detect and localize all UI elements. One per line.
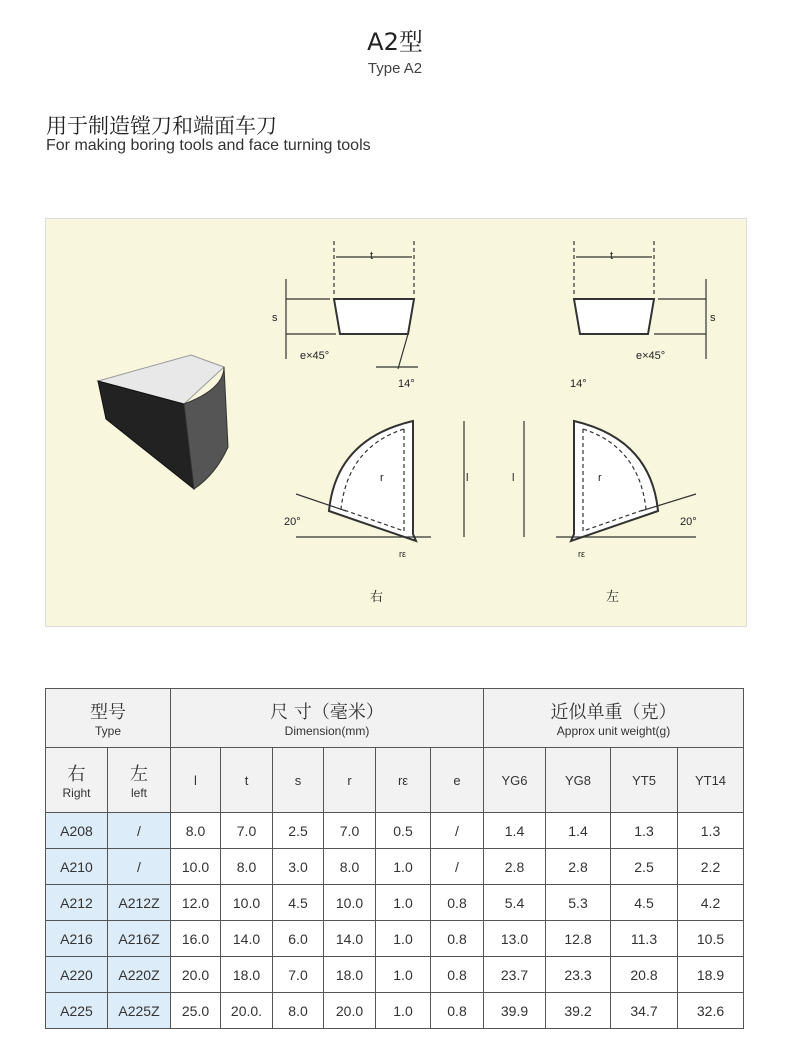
type-cell: A212 (46, 885, 108, 921)
value-cell: 3.0 (273, 849, 324, 885)
value-cell: 1.0 (376, 849, 431, 885)
header-row-1 (46, 689, 744, 748)
left-top-view (524, 421, 696, 541)
value-cell: 7.0 (273, 957, 324, 993)
value-cell: 10.5 (678, 921, 744, 957)
column-header: r (324, 748, 376, 813)
value-cell: 5.3 (546, 885, 611, 921)
type-cell: A212Z (108, 885, 171, 921)
column-header: l (171, 748, 221, 813)
value-cell: 10.0 (171, 849, 221, 885)
value-cell: 1.3 (611, 813, 678, 849)
value-cell: 0.8 (431, 993, 484, 1029)
column-header: YG6 (484, 748, 546, 813)
value-cell: 1.3 (678, 813, 744, 849)
value-cell: 39.2 (546, 993, 611, 1029)
column-header: YT14 (678, 748, 744, 813)
label-right: 右 (370, 589, 384, 604)
label-s-left: s (710, 312, 716, 324)
value-cell: 1.0 (376, 885, 431, 921)
value-cell: 16.0 (171, 921, 221, 957)
type-cell: A220 (46, 957, 108, 993)
value-cell: 14.0 (221, 921, 273, 957)
value-cell: 12.0 (171, 885, 221, 921)
label-l: l (466, 472, 469, 484)
value-cell: 1.0 (376, 957, 431, 993)
value-cell: 4.2 (678, 885, 744, 921)
column-header: s (273, 748, 324, 813)
page-title: A2型 (367, 28, 423, 56)
type-cell: A216Z (108, 921, 171, 957)
value-cell: 32.6 (678, 993, 744, 1029)
value-cell: 23.7 (484, 957, 546, 993)
value-cell: 34.7 (611, 993, 678, 1029)
label-14deg: 14° (398, 378, 415, 390)
value-cell: 8.0 (171, 813, 221, 849)
value-cell: 0.5 (376, 813, 431, 849)
value-cell: 2.8 (484, 849, 546, 885)
value-cell: 14.0 (324, 921, 376, 957)
value-cell: 0.8 (431, 957, 484, 993)
weight-header: 近似单重（克） Approx unit weight(g) (484, 689, 744, 748)
page-subtitle: Type A2 (367, 60, 423, 77)
value-cell: 20.0. (221, 993, 273, 1029)
value-cell: 8.0 (221, 849, 273, 885)
label-r-left: r (598, 472, 602, 484)
table-row (46, 849, 744, 885)
label-e: e×45° (300, 350, 330, 362)
value-cell: 10.0 (221, 885, 273, 921)
value-cell: 1.4 (546, 813, 611, 849)
value-cell: 18.0 (221, 957, 273, 993)
value-cell: 20.0 (171, 957, 221, 993)
type-cell: A216 (46, 921, 108, 957)
value-cell: 2.5 (273, 813, 324, 849)
label-20deg: 20° (284, 516, 301, 528)
value-cell: 0.8 (431, 885, 484, 921)
value-cell: 2.2 (678, 849, 744, 885)
value-cell: 13.0 (484, 921, 546, 957)
left-side-view (574, 241, 706, 359)
column-header: YG8 (546, 748, 611, 813)
label-20deg-left: 20° (680, 516, 697, 528)
value-cell: 39.9 (484, 993, 546, 1029)
label-rc-left: rε (578, 549, 586, 559)
type-cell: / (108, 813, 171, 849)
value-cell: / (431, 849, 484, 885)
value-cell: 1.0 (376, 993, 431, 1029)
section-heading: 用于制造镗刀和端面车刀 (46, 114, 277, 138)
table-row (46, 813, 744, 849)
type-cell: A210 (46, 849, 108, 885)
label-14deg-left: 14° (570, 378, 587, 390)
value-cell: 20.8 (611, 957, 678, 993)
label-l-left: l (512, 472, 515, 484)
label-t: t (370, 250, 374, 262)
type-header: 型号 Type (46, 689, 171, 748)
value-cell: 4.5 (611, 885, 678, 921)
value-cell: 6.0 (273, 921, 324, 957)
type-cell: A208 (46, 813, 108, 849)
header-row-2 (46, 748, 744, 813)
type-cell: A220Z (108, 957, 171, 993)
insert-3d-illustration (98, 355, 228, 489)
type-cell: / (108, 849, 171, 885)
dimension-header: 尺 寸（毫米） Dimension(mm) (171, 689, 484, 748)
value-cell: 1.4 (484, 813, 546, 849)
type-cell: A225Z (108, 993, 171, 1029)
value-cell: 2.5 (611, 849, 678, 885)
value-cell: 8.0 (273, 993, 324, 1029)
label-t-left: t (610, 250, 614, 262)
insert-drawing (46, 219, 746, 626)
section-heading-en: For making boring tools and face turning tools (46, 137, 371, 154)
label-rc: rε (399, 549, 407, 559)
label-r: r (380, 472, 384, 484)
table-row (46, 993, 744, 1029)
table-row (46, 957, 744, 993)
left-header: 左 left (108, 748, 171, 813)
table-row (46, 885, 744, 921)
label-s: s (272, 312, 278, 324)
value-cell: 18.9 (678, 957, 744, 993)
value-cell: 11.3 (611, 921, 678, 957)
value-cell: 8.0 (324, 849, 376, 885)
value-cell: 23.3 (546, 957, 611, 993)
value-cell: 4.5 (273, 885, 324, 921)
value-cell: 5.4 (484, 885, 546, 921)
value-cell: 18.0 (324, 957, 376, 993)
value-cell: 20.0 (324, 993, 376, 1029)
value-cell: 1.0 (376, 921, 431, 957)
right-header: 右 Right (46, 748, 108, 813)
value-cell: 10.0 (324, 885, 376, 921)
column-header: YT5 (611, 748, 678, 813)
column-header: t (221, 748, 273, 813)
value-cell: 12.8 (546, 921, 611, 957)
spec-table (45, 688, 744, 1029)
value-cell: 2.8 (546, 849, 611, 885)
value-cell: / (431, 813, 484, 849)
value-cell: 0.8 (431, 921, 484, 957)
value-cell: 25.0 (171, 993, 221, 1029)
diagram-panel (45, 218, 747, 627)
value-cell: 7.0 (324, 813, 376, 849)
column-header: e (431, 748, 484, 813)
type-cell: A225 (46, 993, 108, 1029)
column-header: rε (376, 748, 431, 813)
value-cell: 7.0 (221, 813, 273, 849)
label-e-left: e×45° (636, 350, 666, 362)
table-row (46, 921, 744, 957)
label-left: 左 (606, 589, 620, 604)
